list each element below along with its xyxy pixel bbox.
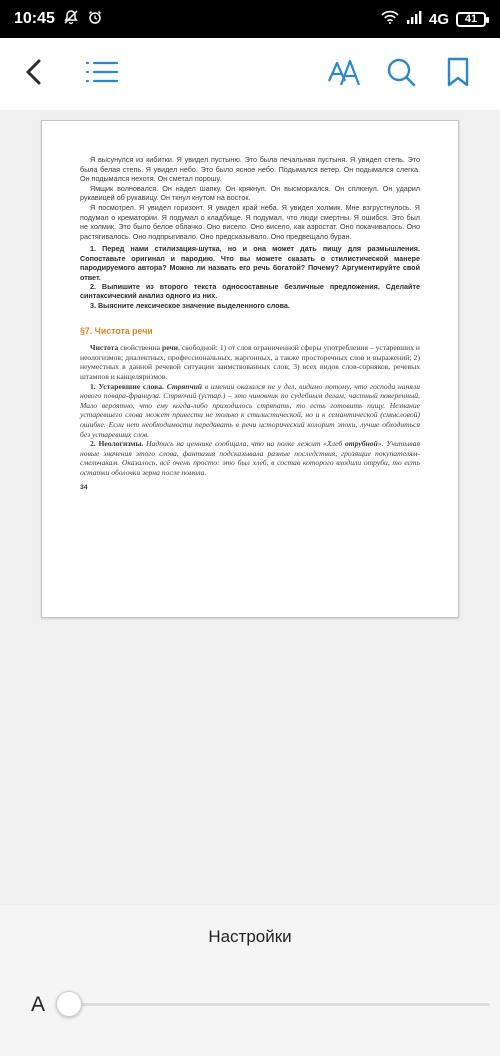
- font-settings-button[interactable]: [323, 38, 367, 110]
- reader-toolbar: [0, 38, 500, 110]
- paragraph-text: , свободной: 1) от слов ограниченной сферы употребления – устаревших и неологизмов; диалектных, профессиональных, жаргонных, а также просторечных слов и выражений; 2) неуместных в данной речевой ситуации заимствованных слов; 3) всех видов слов-сорняков, речевых штампов и канцеляризмов.: [80, 343, 420, 381]
- back-arrow-icon: [24, 59, 44, 90]
- term-bold: 1. Устаревшие слова.: [90, 381, 164, 391]
- wifi-icon: [381, 10, 399, 28]
- paragraph-text: Надпись на ценнике сообщала, что на полке лежит «Хлеб: [143, 439, 345, 449]
- settings-panel: [0, 905, 500, 1056]
- section-title: §7. Чистота речи: [80, 326, 153, 337]
- search-icon: [386, 57, 416, 92]
- bookmark-icon: [447, 57, 469, 92]
- body-paragraph: [80, 439, 420, 477]
- font-size-slider[interactable]: [64, 1003, 490, 1006]
- status-bar: [0, 0, 500, 38]
- task-item: 2. Выпишите из второго текста односоставные безличные предложения. Сделайте синтаксический анализ одного из них.: [80, 281, 420, 301]
- reading-area[interactable]: [0, 110, 500, 905]
- paragraph-text: свойственна: [118, 343, 162, 353]
- bookmark-button[interactable]: [436, 38, 480, 110]
- font-size-icon: [327, 57, 363, 92]
- settings-label: Настройки: [208, 927, 292, 946]
- term-bold-italic: Стряпчий: [166, 381, 203, 391]
- term-bold-italic: отрубной: [344, 439, 378, 449]
- prose-paragraph: Ямщик волновался. Он надел шапку. Он крякнул. Он высморкался. Он сплюнул. Он ударил рукавицей об рукавицу. Он ткнул кнутом на восток.: [80, 183, 420, 203]
- prose-paragraph: Я высунулся из кибитки. Я увидел пустыню. Это была печальная пустыня. Я увидел степь. Это была белая степь. Я увидел небо. Это было ясное небо. Подымался ветер. Он подымался слегка. Он подымался нехотя. Он сметал порошу.: [80, 155, 420, 184]
- paragraph-text: в имении оказался не у дел, видимо потому, что господа наняли нового повара-француза. Стряпчий (устар.) – это чиновник по судебным делам; частный поверенный. Мало вероятно, что ему когда-либо приходилось стряпать, то есть готовить пищу. Незнание устаревшего слова может привести не только к стилистической, но и к семантической (смысловой) ошибке. Если нет необходимости передавать в речи исторический колорит эпохи, лучше обходиться без устаревших слов.: [80, 381, 420, 439]
- book-page[interactable]: [41, 120, 459, 618]
- task-item: 3. Выясните лексическое значение выделенного слова.: [90, 300, 290, 310]
- term-bold: речи: [161, 343, 179, 353]
- font-size-small-label: A: [31, 993, 46, 1016]
- font-size-slider-thumb[interactable]: [56, 991, 82, 1017]
- alarm-clock-icon: [87, 9, 103, 30]
- term-bold: Чистота: [90, 343, 119, 353]
- signal-icon: [406, 10, 422, 28]
- clock: 10:45: [14, 10, 55, 27]
- page-number: 34: [80, 483, 88, 491]
- body-paragraph: [80, 343, 420, 381]
- battery-icon: [456, 12, 486, 27]
- back-button[interactable]: [14, 38, 54, 110]
- task-list: [80, 244, 420, 310]
- network-type: 4G: [428, 10, 449, 28]
- prose-paragraph: Я посмотрел. Я увидел горизонт. Я увидел край неба. Я увидел холмик. Мне взгрустнулось. Я подумал о крематории. Я подумал о кладбище. Я подумал, что люди смертны. Я ошибся. Это был не холмик. Это было белое облачко. Оно висело. Оно висело, как аэростат. Оно покачивалось. Оно растягивалось. Оно подпрыгивало. Оно предсказывало. Оно предвещало буран.: [80, 202, 420, 241]
- paragraph-text: ». Учитывая новые значения этого слова, фантазия подсказывала разные последствия, грозящие покупателям-смельчакам. Оказалось, всё очень просто: это был хлеб, в состав которого входили отруби, то есть остатки оболочки зерна после помола.: [80, 439, 420, 477]
- silent-bell-icon: [63, 9, 79, 30]
- body-paragraph: [80, 382, 420, 440]
- contents-button[interactable]: [80, 38, 124, 110]
- battery-level: 41: [464, 13, 478, 25]
- contents-list-icon: [84, 60, 120, 89]
- search-button[interactable]: [379, 38, 423, 110]
- task-item: 1. Перед нами стилизация-шутка, но и она может дать пищу для размышления. Сопоставьте оригинал и пародию. Что вы можете сказать о стилистической манере пародируемого автора? Можно ли назвать его речь богатой? Почему? Аргументируйте свой ответ.: [80, 244, 420, 282]
- term-bold: 2. Неологизмы.: [90, 439, 144, 449]
